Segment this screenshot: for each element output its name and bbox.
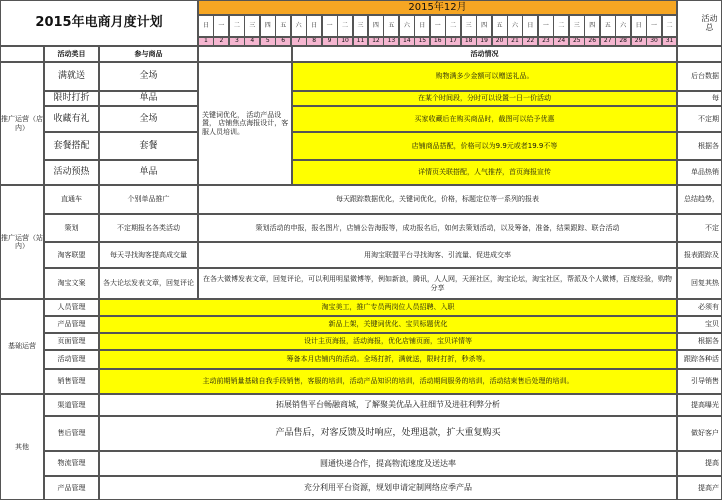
day-cell: 7: [291, 37, 307, 46]
day-cell: 25: [569, 37, 585, 46]
row-product: 每天寻找淘客提高成交量: [99, 242, 198, 268]
row-name: 收藏有礼: [44, 106, 99, 132]
weekday-cell: 五: [492, 15, 508, 37]
weekday-cell: 三: [461, 15, 477, 37]
header-blank: [198, 46, 292, 62]
weekday-cell: 三: [569, 15, 585, 37]
weekday-cell: 五: [383, 15, 399, 37]
row-product: 全场: [99, 62, 198, 91]
row-name: 活动预热: [44, 160, 99, 185]
day-cell: 29: [631, 37, 647, 46]
row-desc: 详情页关联搭配，人气推荐，首页海报宣传: [292, 160, 677, 185]
row-desc: 淘宝美工，推广专员两岗位人员招聘、入职: [99, 299, 677, 316]
row-desc: 产品售后，对客反馈及时响应，处理退款，扩大重复购买: [99, 416, 677, 451]
day-cell: 11: [353, 37, 369, 46]
row-desc: 店铺商品搭配，价格可以为9.9元或者19.9不等: [292, 132, 677, 160]
row-desc: 购物满多少金额可以赠送礼品。: [292, 62, 677, 91]
row-name: 活动管理: [44, 350, 99, 369]
day-cell: 2: [213, 37, 229, 46]
row-right: 总结趋势，: [677, 185, 722, 214]
weekday-cell: 日: [198, 15, 214, 37]
row-right: 不定: [677, 214, 722, 242]
row-right: 不定期: [677, 106, 722, 132]
day-cell: 17: [445, 37, 461, 46]
row-name: 直通车: [44, 185, 99, 214]
weekday-cell: 三: [353, 15, 369, 37]
row-name: 淘客联盟: [44, 242, 99, 268]
weekday-cell: 二: [662, 15, 678, 37]
day-cell: 15: [414, 37, 430, 46]
row-name: 渠道管理: [44, 394, 99, 416]
row-desc: 每天跟踪数据优化，关键词优化，价格，标题定位等一系列的报表: [198, 185, 677, 214]
row-product: 个别单品推广: [99, 185, 198, 214]
day-cell: 28: [615, 37, 631, 46]
weekday-cell: 六: [615, 15, 631, 37]
row-desc: 拓展销售平台畅融商城，了解聚美优品入驻细节及进驻利弊分析: [99, 394, 677, 416]
row-right: 宝贝: [677, 316, 722, 333]
day-cell: 10: [337, 37, 353, 46]
day-cell: 13: [383, 37, 399, 46]
weekday-cell: 六: [399, 15, 415, 37]
header-right-blank: [677, 46, 722, 62]
group-other: 其他: [0, 394, 44, 500]
row-desc: 充分利用平台资源，规划申请定制网络应季产品: [99, 476, 677, 500]
weekday-cell: 一: [213, 15, 229, 37]
row-right: 跟踪各种活: [677, 350, 722, 369]
row-product: 全场: [99, 106, 198, 132]
group-site-promo: 推广运营（站内）: [0, 185, 44, 299]
row-right: 每: [677, 91, 722, 106]
header-group-blank: [0, 46, 44, 62]
day-cell: 8: [306, 37, 322, 46]
weekday-cell: 日: [414, 15, 430, 37]
weekday-cell: 四: [260, 15, 276, 37]
weekday-cell: 四: [476, 15, 492, 37]
row-desc: 新品上架，关键词优化、宝贝标题优化: [99, 316, 677, 333]
row-right: 回复其热: [677, 268, 722, 299]
shop-promo-note: 关键词优化， 活动产品设置， 店铺焦点海报设计，客服人员培训。: [198, 62, 292, 185]
weekday-cell: 四: [584, 15, 600, 37]
day-cell: 1: [198, 37, 214, 46]
day-cell: 16: [430, 37, 446, 46]
day-cell: 14: [399, 37, 415, 46]
day-cell: 18: [461, 37, 477, 46]
day-cell: 5: [260, 37, 276, 46]
row-product: 套餐: [99, 132, 198, 160]
row-desc: 在各大微博发表文章，回复评论，可以利用明星微博等，例如新浪，腾讯，人人网，天涯社区，淘宝论坛，淘宝社区，帮派及个人微博，百度经验，购物分享: [198, 268, 677, 299]
day-cell: 22: [522, 37, 538, 46]
weekday-cell: 四: [368, 15, 384, 37]
group-base: 基础运营: [0, 299, 44, 394]
weekday-cell: 二: [229, 15, 245, 37]
row-right: 必须有: [677, 299, 722, 316]
weekday-cell: 一: [322, 15, 338, 37]
row-desc: 主动前期销量基础自我手段销售，客服的培训，活动产品知识的培训，活动期间服务的培训，活动结束售后处理的培训。: [99, 369, 677, 394]
row-name: 套餐搭配: [44, 132, 99, 160]
row-right: 后台数据: [677, 62, 722, 91]
weekday-cell: 六: [507, 15, 523, 37]
row-desc: 筹备本月店铺内的活动。全场打折，满就送，限时打折，秒杀等。: [99, 350, 677, 369]
day-cell: 27: [600, 37, 616, 46]
row-desc: 策划活动的申报，报名图片，店铺公告海报等，成功报名后，如何去策划活动，以及筹备，准备，结果跟踪、联合活动: [198, 214, 677, 242]
row-product: 单品: [99, 160, 198, 185]
day-cell: 19: [476, 37, 492, 46]
day-cell: 3: [229, 37, 245, 46]
row-product: 单品: [99, 91, 198, 106]
row-desc: 在某个时间段，分时可以设置一日一价活动: [292, 91, 677, 106]
row-product: 不定期报名各类活动: [99, 214, 198, 242]
day-cell: 24: [553, 37, 569, 46]
right-header: 活动总: [677, 0, 722, 46]
row-desc: 圆通快递合作，提高物流速度及送达率: [99, 451, 677, 476]
day-cell: 26: [584, 37, 600, 46]
row-name: 售后管理: [44, 416, 99, 451]
row-right: 做好客户: [677, 416, 722, 451]
weekday-cell: 五: [275, 15, 291, 37]
day-cell: 20: [492, 37, 508, 46]
weekday-cell: 二: [553, 15, 569, 37]
row-right: 提高曝光: [677, 394, 722, 416]
row-name: 淘宝文案: [44, 268, 99, 299]
header-products: 参与商品: [99, 46, 198, 62]
weekday-cell: 一: [646, 15, 662, 37]
weekday-cell: 二: [445, 15, 461, 37]
day-cell: 21: [507, 37, 523, 46]
row-right: 报表跟踪及: [677, 242, 722, 268]
page-title: 2015年电商月度计划: [0, 0, 198, 46]
row-right: 提高: [677, 451, 722, 476]
row-desc: 买家收藏后在购买商品时，截图可以给予优惠: [292, 106, 677, 132]
weekday-cell: 日: [522, 15, 538, 37]
row-name: 人员管理: [44, 299, 99, 316]
row-name: 物流管理: [44, 451, 99, 476]
day-cell: 12: [368, 37, 384, 46]
day-cell: 6: [275, 37, 291, 46]
day-cell: 4: [244, 37, 260, 46]
row-desc: 设计主页海报，活动海报，优化店铺页面，宝贝详情等: [99, 333, 677, 350]
weekday-cell: 二: [337, 15, 353, 37]
day-cell: 23: [538, 37, 554, 46]
row-right: 根据各: [677, 333, 722, 350]
day-cell: 9: [322, 37, 338, 46]
day-cell: 30: [646, 37, 662, 46]
row-name: 页面管理: [44, 333, 99, 350]
row-right: 单品热销: [677, 160, 722, 185]
weekday-cell: 一: [538, 15, 554, 37]
weekday-cell: 五: [600, 15, 616, 37]
group-shop-promo: 推广运营（店内）: [0, 62, 44, 185]
month-header: 2015年12月: [198, 0, 677, 15]
weekday-cell: 一: [430, 15, 446, 37]
row-name: 满就送: [44, 62, 99, 91]
row-desc: 用淘宝联盟平台寻找淘客、引流量、促进成交率: [198, 242, 677, 268]
header-situation: 活动情况: [292, 46, 677, 62]
row-right: 提高产: [677, 476, 722, 500]
row-name: 策划: [44, 214, 99, 242]
weekday-cell: 日: [306, 15, 322, 37]
weekday-cell: 日: [631, 15, 647, 37]
weekday-cell: 三: [244, 15, 260, 37]
weekday-cell: 六: [291, 15, 307, 37]
row-name: 销售管理: [44, 369, 99, 394]
row-name: 限时打折: [44, 91, 99, 106]
row-product: 各大论坛发表文章，回复评论: [99, 268, 198, 299]
row-name: 产品管理: [44, 316, 99, 333]
row-name: 产品管理: [44, 476, 99, 500]
header-category: 活动类目: [44, 46, 99, 62]
row-right: 引导销售: [677, 369, 722, 394]
day-cell: 31: [662, 37, 678, 46]
row-right: 根据各: [677, 132, 722, 160]
